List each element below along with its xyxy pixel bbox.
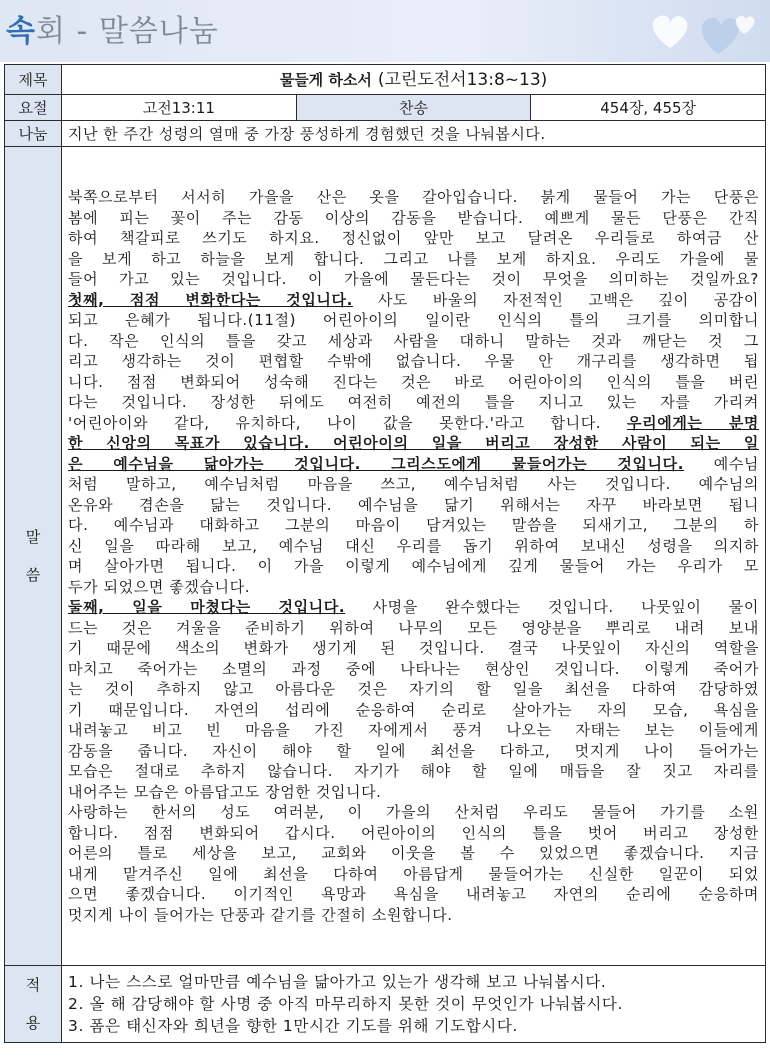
body-text: 을 보게 하고 하늘을 보게 합니다. 그리고 나를 보게 하지요. 우리도 가을에 물 xyxy=(68,249,759,268)
body-text: 예수님 xyxy=(684,454,759,473)
body-text: 두가 되었으면 좋겠습니다. xyxy=(68,577,251,596)
body-text: 기 때문에 색소의 변화가 생기게 된 것입니다. 결국 나뭇잎이 자신의 역할을 xyxy=(68,639,759,657)
title-row xyxy=(5,65,766,95)
body-text: 사랑하는 한서의 성도 여러분, 이 가을의 산처럼 우리도 물들어 가기를 소원 xyxy=(68,803,759,821)
share-prompt: 지난 한 주간 성령의 열매 중 가장 풍성하게 경험했던 것을 나눠봅시다. xyxy=(62,121,766,147)
body-line xyxy=(68,413,759,434)
body-line xyxy=(68,720,759,741)
body-text: 다. 예수님과 대화하고 그분의 마음이 담겨있는 말씀을 되새기고, 그분의 하 xyxy=(68,516,759,534)
emphasized-text: 첫째, 점점 변화한다는 것입니다. xyxy=(68,290,353,309)
page-title-rest: 회 - 말씀나눔 xyxy=(35,14,219,49)
body-text: 기 때문입니다. 자연의 섭리에 순응하여 순리로 살아가는 자의 모습, 욕심을 xyxy=(68,700,759,719)
body-line xyxy=(68,392,759,413)
body-text: 처럼 말하고, 예수님처럼 마음을 쓰고, 예수님처럼 사는 것입니다. 예수님의 xyxy=(68,475,759,493)
body-line xyxy=(68,843,759,864)
word-label-char-1: 말 xyxy=(25,528,41,546)
body-text: 멋지게 나이 들어가는 단풍과 같기를 간절히 소원합니다. xyxy=(68,905,453,924)
body-line xyxy=(68,372,759,393)
page-title xyxy=(6,6,219,50)
summary-row xyxy=(5,95,766,121)
application-item: 2. 올 해 감당해야 할 사명 중 아직 마무리하지 못한 것이 무엇인가 나눠봅시다. xyxy=(68,995,624,1013)
sermon-body-text xyxy=(68,187,759,925)
word-row xyxy=(5,147,766,966)
body-text: 어른의 틀로 세상을 보고, 교회와 이웃을 볼 수 있었으면 좋겠습니다. 지금 xyxy=(68,844,759,862)
emphasized-text: 은 예수님을 닮아가는 것입니다. 그리스도에게 물들어가는 것입니다. xyxy=(68,454,685,473)
hymn-label: 찬송 xyxy=(296,95,531,121)
body-line xyxy=(68,618,759,639)
body-text: 드는 것은 겨울을 준비하기 위하여 나무의 모든 영양분을 뿌리로 내려 보내 xyxy=(68,618,759,637)
body-text: 하여 책갈피로 쓰기도 하지요. 정신없이 앞만 보고 달려온 우리들로 하여금 산 xyxy=(68,229,759,247)
share-label: 나눔 xyxy=(5,121,62,147)
body-line xyxy=(68,331,759,352)
body-text: 온유와 겸손을 닮는 것입니다. 예수님을 닮기 위해서는 자꾸 바라보면 됩니 xyxy=(68,495,759,514)
body-text: 마치고 죽어가는 소멸의 과정 중에 나타나는 현상인 것입니다. 이렇게 죽어가 xyxy=(68,659,759,678)
body-text: '어린아이와 같다, 유치하다, 나이 값을 못한다.'라고 합니다. xyxy=(68,413,628,432)
emphasized-text: 둘째, 일을 마쳤다는 것입니다. xyxy=(68,598,346,616)
application-row xyxy=(5,966,766,1043)
body-line xyxy=(68,351,759,372)
word-label xyxy=(5,147,62,966)
emphasized-text: 우리에게는 분명 xyxy=(627,413,759,432)
body-text: 다. 작은 인식의 틀을 갖고 세상과 사람을 대하니 말하는 것과 깨닫는 것 그 xyxy=(68,331,759,350)
body-text: 내게 맡겨주신 일에 최선을 다하여 아름답게 물들어가는 신실한 일꾼이 되었 xyxy=(68,864,759,883)
body-line xyxy=(68,700,759,721)
body-line xyxy=(68,474,759,495)
application-item: 1. 나는 스스로 얼마만큼 예수님을 닮아가고 있는가 생각해 보고 나눠봅시다. xyxy=(68,973,607,991)
body-line xyxy=(68,782,759,803)
body-text: 니다. 점점 변화되어 성숙해 진다는 것은 바로 어린아이의 인식의 틀을 버린 xyxy=(68,372,759,391)
body-line xyxy=(68,741,759,762)
body-line xyxy=(68,536,759,557)
body-text: 으면 좋겠습니다. 이기적인 욕망과 욕심을 내려놓고 자연의 순리에 순응하며 xyxy=(68,885,759,903)
body-line xyxy=(68,556,759,577)
body-line xyxy=(68,269,759,290)
body-line xyxy=(68,864,759,885)
share-row xyxy=(5,121,766,147)
body-text: 내어주는 모습은 아름답고도 장엄한 것입니다. xyxy=(68,782,382,801)
body-line xyxy=(68,290,759,311)
body-text: 되고 은혜가 됩니다.(11절) 어린아이의 일이란 인식의 틀의 크기를 의미합니 xyxy=(68,311,759,329)
emphasized-text: 한 신앙의 목표가 있습니다. 어린아이의 일을 버리고 장성한 사람이 되는 일 xyxy=(68,434,759,452)
body-text: 는 것이 추하지 않고 아름다운 것은 자기의 할 일을 최선을 다하여 감당하였 xyxy=(68,680,759,698)
body-text: 모습은 절대로 추하지 않습니다. 자기가 해야 할 일에 매듭을 잘 짓고 자리를 xyxy=(68,762,759,780)
application-label-char-1: 적 xyxy=(25,976,41,994)
sermon-title: 물들게 하소서 xyxy=(279,70,372,89)
body-text: 다는 것입니다. 장성한 뒤에도 여전히 예전의 틀을 지니고 있는 자를 가리켜 xyxy=(68,393,759,411)
body-line xyxy=(68,433,759,454)
body-line xyxy=(68,577,759,598)
body-line xyxy=(68,249,759,270)
sermon-sheet xyxy=(4,64,766,1043)
body-line xyxy=(68,515,759,536)
summary-label: 요절 xyxy=(5,95,62,121)
body-text: 며 살아가면 됩니다. 이 가을 이렇게 예수님에게 깊게 물들어 가는 우리가 모 xyxy=(68,557,759,575)
body-text: 사명을 완수했다는 것입니다. 나뭇잎이 물이 xyxy=(345,598,759,616)
body-line xyxy=(68,208,759,229)
body-line xyxy=(68,659,759,680)
body-line xyxy=(68,228,759,249)
body-text: 봄에 피는 꽃이 주는 감동 이상의 감동을 받습니다. 예쁘게 물든 단풍은 간직 xyxy=(68,208,759,227)
body-text: 신 일을 따라해 보고, 예수님 대신 우리를 돕기 위하여 보내신 성령을 의지하 xyxy=(68,536,759,555)
application-list xyxy=(62,966,766,1043)
body-text: 리고 생각하는 것이 편협할 수밖에 없습니다. 우물 안 개구리를 생각하면 됩 xyxy=(68,352,759,370)
body-line xyxy=(68,597,759,618)
application-label xyxy=(5,966,62,1043)
body-line xyxy=(68,802,759,823)
word-label-char-2: 씀 xyxy=(25,566,41,584)
body-line xyxy=(68,187,759,208)
body-line xyxy=(68,905,759,926)
sermon-reference: (고린도전서13:8~13) xyxy=(377,69,548,90)
body-line xyxy=(68,823,759,844)
body-text: 북쪽으로부터 서서히 가을을 산은 옷을 갈아입습니다. 붉게 물들어 가는 단풍은 xyxy=(68,188,759,206)
body-line xyxy=(68,679,759,700)
page-header xyxy=(0,0,770,62)
sermon-body xyxy=(62,147,766,966)
body-line xyxy=(68,310,759,331)
body-text: 사도 바울의 자전적인 고백은 깊이 공감이 xyxy=(352,290,759,309)
hearts-decoration-icon xyxy=(640,4,760,58)
body-text: 들어 가고 있는 것입니다. 이 가을에 물든다는 것이 무엇을 의미하는 것일까요? xyxy=(68,270,759,288)
body-text: 합니다. 점점 변화되어 갑시다. 어린아이의 인식의 틀을 벗어 버리고 장성한 xyxy=(68,823,759,842)
sermon-title-cell xyxy=(62,65,766,95)
application-item: 3. 폼은 태신자와 희년을 향한 1만시간 기도를 위해 기도합시다. xyxy=(68,1017,518,1035)
body-line xyxy=(68,638,759,659)
page-title-first-char: 속 xyxy=(6,14,36,49)
application-label-char-2: 용 xyxy=(25,1014,41,1032)
body-text: 내려놓고 비고 빈 마음을 가진 자에게서 풍겨 나오는 자태는 보는 이들에게 xyxy=(68,721,759,739)
body-line xyxy=(68,454,759,475)
body-text: 감동을 줍니다. 자신이 해야 할 일에 최선을 다하고, 멋지게 나이 들어가는 xyxy=(68,741,759,760)
hymn-numbers: 454장, 455장 xyxy=(531,95,766,121)
body-line xyxy=(68,884,759,905)
body-line xyxy=(68,495,759,516)
body-line xyxy=(68,761,759,782)
key-verse: 고전13:11 xyxy=(62,95,297,121)
title-label: 제목 xyxy=(5,65,62,95)
